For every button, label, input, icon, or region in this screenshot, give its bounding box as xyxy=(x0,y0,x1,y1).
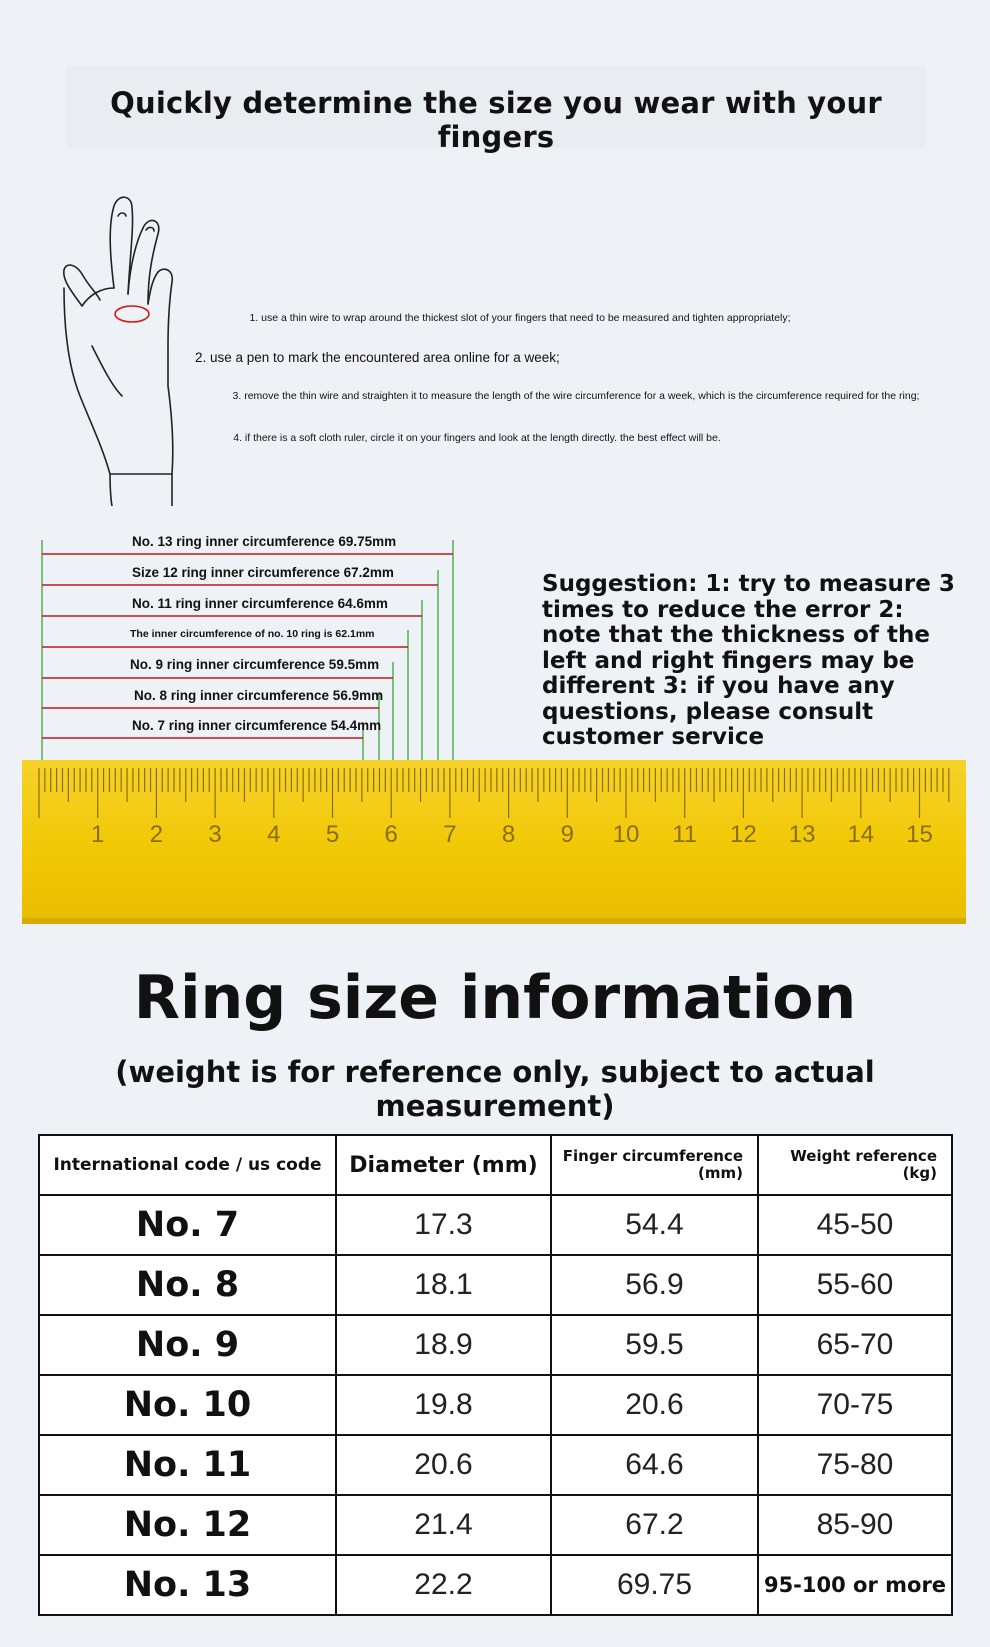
ruler-number: 15 xyxy=(906,821,933,848)
section-subtitle: (weight is for reference only, subject to actual measurement) xyxy=(115,1055,875,1123)
ruler xyxy=(22,760,966,924)
cell-circumference: 54.4 xyxy=(551,1195,758,1255)
cell-circumference: 20.6 xyxy=(551,1375,758,1435)
instruction-step-2: 2. use a pen to mark the encountered area online for a week; xyxy=(195,350,560,365)
ruler-number: 10 xyxy=(612,821,640,848)
table-row xyxy=(39,1255,952,1315)
page-title: Quickly determine the size you wear with your fingers xyxy=(110,86,882,154)
cell-circumference: 56.9 xyxy=(551,1255,758,1315)
marker-label-12: Size 12 ring inner circumference 67.2mm xyxy=(132,565,394,580)
cell-diameter: 20.6 xyxy=(336,1435,551,1495)
header-code: International code / us code xyxy=(39,1135,336,1195)
ruler-body xyxy=(22,760,966,924)
cell-weight: 95-100 or more xyxy=(758,1555,952,1615)
instruction-step-4: 4. if there is a soft cloth ruler, circle it on your fingers and look at the length directly. the best effect will be. xyxy=(233,432,721,444)
cell-weight: 45-50 xyxy=(758,1195,952,1255)
marker-label-13: No. 13 ring inner circumference 69.75mm xyxy=(132,534,397,549)
table-row xyxy=(39,1375,952,1435)
marker-label-8: No. 8 ring inner circumference 56.9mm xyxy=(134,688,384,703)
marker-label-7: No. 7 ring inner circumference 54.4mm xyxy=(132,718,382,733)
ring-mark-icon xyxy=(115,306,149,322)
table-row xyxy=(39,1495,952,1555)
cell-code: No. 13 xyxy=(39,1555,336,1615)
ruler-number: 9 xyxy=(560,821,574,848)
cell-code: No. 10 xyxy=(39,1375,336,1435)
ruler-number: 14 xyxy=(847,821,875,848)
cell-code: No. 8 xyxy=(39,1255,336,1315)
cell-weight: 85-90 xyxy=(758,1495,952,1555)
header-diameter: Diameter (mm) xyxy=(336,1135,551,1195)
hand-illustration xyxy=(52,196,192,506)
ruler-number: 13 xyxy=(788,821,816,848)
cell-circumference: 67.2 xyxy=(551,1495,758,1555)
instruction-step-1: 1. use a thin wire to wrap around the thickest slot of your fingers that need to be measured and tighten appropriately; xyxy=(249,312,791,324)
measurement-suggestion: Suggestion: 1: try to measure 3 times to reduce the error 2: note that the thickness of the left and right fingers may be different 3: if you have any questions, please consult customer service xyxy=(542,571,955,750)
cell-diameter: 21.4 xyxy=(336,1495,551,1555)
ruler-number: 5 xyxy=(325,821,340,848)
ruler-number: 8 xyxy=(501,821,516,848)
cell-circumference: 59.5 xyxy=(551,1315,758,1375)
marker-label-11: No. 11 ring inner circumference 64.6mm xyxy=(132,596,388,611)
section-title: Ring size information xyxy=(133,963,857,1033)
ruler-numbers xyxy=(91,821,933,848)
ruler-number: 1 xyxy=(91,821,105,848)
marker-label-10: The inner circumference of no. 10 ring is 62.1mm xyxy=(130,628,375,640)
cell-diameter: 17.3 xyxy=(336,1195,551,1255)
ruler-number: 7 xyxy=(443,821,457,848)
cell-weight: 65-70 xyxy=(758,1315,952,1375)
ruler-number: 11 xyxy=(672,821,698,848)
instruction-step-3: 3. remove the thin wire and straighten it to measure the length of the wire circumference for a week, which is the circumference required for the ring; xyxy=(232,390,920,402)
ruler-number: 6 xyxy=(384,821,398,848)
cell-weight: 70-75 xyxy=(758,1375,952,1435)
cell-code: No. 7 xyxy=(39,1195,336,1255)
ruler-number: 2 xyxy=(149,821,164,848)
ruler-number: 12 xyxy=(730,821,757,848)
ruler-number: 3 xyxy=(208,821,222,848)
table-row xyxy=(39,1315,952,1375)
size-markers xyxy=(0,520,470,760)
table-header-row xyxy=(39,1135,952,1195)
ring-size-table xyxy=(38,1134,953,1616)
ruler-number: 4 xyxy=(267,821,281,848)
cell-code: No. 12 xyxy=(39,1495,336,1555)
table-row xyxy=(39,1195,952,1255)
cell-code: No. 11 xyxy=(39,1435,336,1495)
cell-diameter: 18.1 xyxy=(336,1255,551,1315)
table-row xyxy=(39,1555,952,1615)
cell-weight: 55-60 xyxy=(758,1255,952,1315)
cell-weight: 75-80 xyxy=(758,1435,952,1495)
table-row xyxy=(39,1435,952,1495)
cell-diameter: 18.9 xyxy=(336,1315,551,1375)
header-circumference: Finger circumference (mm) xyxy=(551,1135,758,1195)
cell-diameter: 19.8 xyxy=(336,1375,551,1435)
cell-diameter: 22.2 xyxy=(336,1555,551,1615)
cell-code: No. 9 xyxy=(39,1315,336,1375)
header-weight: Weight reference (kg) xyxy=(758,1135,952,1195)
cell-circumference: 64.6 xyxy=(551,1435,758,1495)
cell-circumference: 69.75 xyxy=(551,1555,758,1615)
marker-label-9: No. 9 ring inner circumference 59.5mm xyxy=(130,657,380,672)
